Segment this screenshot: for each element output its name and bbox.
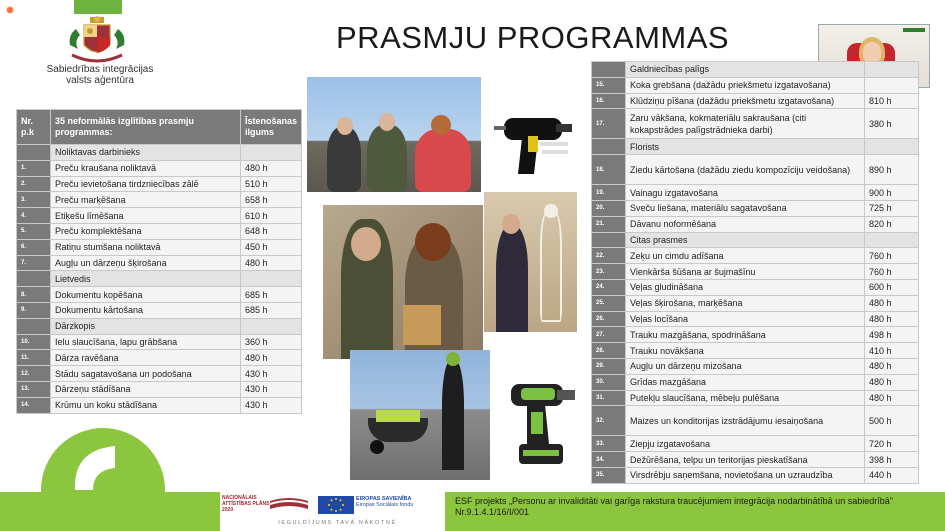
program-name: Ziedu kārtošana (dažādu ziedu kompozīciju veidošana) <box>626 155 865 185</box>
program-name: Ielu slaucīšana, lapu grābšana <box>51 334 241 350</box>
program-name: Virsdrēbju saņemšana, novietošana un uzraudzība <box>626 467 865 483</box>
program-name: Dokumentu kopēšana <box>51 287 241 303</box>
row-number: 5. <box>17 223 51 239</box>
agency-name-line1: Sabiedrības integrācijas <box>46 64 154 75</box>
photo-person <box>327 127 361 192</box>
row-number: 14. <box>17 397 51 413</box>
section-nr-cell <box>17 271 51 287</box>
photo-person <box>496 226 528 332</box>
left-table-header <box>17 110 302 145</box>
photo-wheel <box>370 440 384 454</box>
row-number: 22. <box>592 248 626 264</box>
program-name: Preču kraušana noliktavā <box>51 160 241 176</box>
photo-person-head <box>502 214 520 234</box>
section-row <box>17 318 302 334</box>
row-number: 9. <box>17 302 51 318</box>
program-name: Vainagu izgatavošana <box>626 185 865 201</box>
row-number: 7. <box>17 255 51 271</box>
esf-project-line1: ESF projekts „Personu ar invaliditāti vai garīga rakstura traucējumiem integrācija nodarbinātībā un sabiedrībā" <box>455 496 893 506</box>
program-name: Dārza ravēšana <box>51 350 241 366</box>
table-row <box>17 239 302 255</box>
photo-person-head <box>446 352 460 366</box>
row-number: 10. <box>17 334 51 350</box>
program-hours: 498 h <box>865 327 919 343</box>
program-name: Etiķešu līmēšana <box>51 208 241 224</box>
left-programs-table <box>16 109 302 414</box>
program-name: Preču ievietošana tirdzniecības zālē <box>51 176 241 192</box>
eu-logo-text <box>356 496 430 508</box>
photo-person <box>367 125 407 192</box>
section-title: Florists <box>626 139 865 155</box>
program-hours: 430 h <box>240 366 301 382</box>
program-hours: 360 h <box>240 334 301 350</box>
row-number: 33. <box>592 436 626 452</box>
section-hours-cell <box>240 271 301 287</box>
program-hours: 685 h <box>240 302 301 318</box>
program-hours: 480 h <box>865 374 919 390</box>
program-hours: 480 h <box>240 160 301 176</box>
program-hours: 430 h <box>240 397 301 413</box>
row-number: 1. <box>17 160 51 176</box>
program-hours: 890 h <box>865 155 919 185</box>
program-name: Krūmu un koku stādīšana <box>51 397 241 413</box>
program-name: Zaru vākšana, kokmateriālu sakraušana (citi kokapstrādes palīgstrādnieka darbi) <box>626 109 865 139</box>
row-number: 27. <box>592 327 626 343</box>
row-number: 3. <box>17 192 51 208</box>
glue-gun-image <box>494 96 578 186</box>
table-row <box>592 295 919 311</box>
program-name: Zeķu un cimdu adīšana <box>626 248 865 264</box>
logo-green-bar <box>74 0 122 14</box>
program-hours: 480 h <box>865 390 919 406</box>
table-row <box>17 350 302 366</box>
table-row <box>17 160 302 176</box>
row-number: 2. <box>17 176 51 192</box>
program-hours: 600 h <box>865 279 919 295</box>
program-name: Dāvanu noformēšana <box>626 216 865 232</box>
program-hours: 398 h <box>865 452 919 468</box>
table-row <box>592 248 919 264</box>
program-name: Augļu un dārzeņu mizošana <box>626 358 865 374</box>
row-number: 20. <box>592 200 626 216</box>
eu-text-line2: Eiropas Sociālais fonds <box>356 502 414 508</box>
section-nr-cell <box>592 62 626 78</box>
table-row <box>17 334 302 350</box>
program-name: Preču marķēšana <box>51 192 241 208</box>
program-hours: 648 h <box>240 223 301 239</box>
row-number: 15. <box>592 77 626 93</box>
row-number: 31. <box>592 390 626 406</box>
esf-project-line2: Nr.9.1.4.1/16/I/001 <box>455 507 530 517</box>
row-number: 11. <box>17 350 51 366</box>
row-number: 26. <box>592 311 626 327</box>
program-name: Ziepju izgatavošana <box>626 436 865 452</box>
footer-slogan: IEGULDĪJUMS TAVĀ NĀKOTNĒ <box>278 520 397 526</box>
program-name: Klūdziņu pīšana (dažādu priekšmetu izgatavošana) <box>626 93 865 109</box>
program-name: Dokumentu kārtošana <box>51 302 241 318</box>
section-title: Citas prasmes <box>626 232 865 248</box>
program-hours: 658 h <box>240 192 301 208</box>
right-programs-table <box>591 61 919 484</box>
row-number: 12. <box>17 366 51 382</box>
row-number: 6. <box>17 239 51 255</box>
col-program-header: 35 neformālās izglītības prasmju programmas: <box>51 110 241 145</box>
program-hours: 480 h <box>240 255 301 271</box>
program-hours: 760 h <box>865 248 919 264</box>
photo-person-head <box>379 113 395 131</box>
left-table-body <box>17 145 302 414</box>
section-nr-cell <box>17 145 51 161</box>
photo-person <box>442 360 464 470</box>
latvian-flag-icon <box>270 497 308 511</box>
row-number: 28. <box>592 343 626 359</box>
program-hours: 685 h <box>240 287 301 303</box>
row-number: 34. <box>592 452 626 468</box>
photo-person-head <box>431 115 451 135</box>
program-hours: 440 h <box>865 467 919 483</box>
photo-group-outdoors <box>307 77 481 192</box>
program-name: Veļas locīšana <box>626 311 865 327</box>
row-number: 23. <box>592 264 626 280</box>
program-hours: 480 h <box>865 311 919 327</box>
program-name: Putekļu slaucīšana, mēbeļu pulēšana <box>626 390 865 406</box>
coat-of-arms-icon <box>66 15 128 65</box>
photo-skeleton <box>540 212 562 322</box>
program-name: Veļas šķirošana, marķēšana <box>626 295 865 311</box>
program-hours: 480 h <box>240 350 301 366</box>
program-hours: 480 h <box>865 358 919 374</box>
agency-name <box>44 64 156 86</box>
table-row <box>17 255 302 271</box>
table-row <box>592 374 919 390</box>
table-row <box>592 467 919 483</box>
table-row <box>17 223 302 239</box>
program-name: Vienkārša šūšana ar šujmašīnu <box>626 264 865 280</box>
section-row <box>592 139 919 155</box>
program-name: Stādu sagatavošana un podošana <box>51 366 241 382</box>
table-row <box>592 185 919 201</box>
section-nr-cell <box>17 318 51 334</box>
program-name: Koka grebšana (dažādu priekšmetu izgatavošana) <box>626 77 865 93</box>
program-hours <box>865 77 919 93</box>
photo-garden-wheelbarrow <box>350 350 490 480</box>
right-table-body <box>592 62 919 484</box>
program-name: Trauku mazgāšana, spodrināšana <box>626 327 865 343</box>
table-row <box>17 176 302 192</box>
program-name: Maizes un konditorijas izstrādājumu iesaiņošana <box>626 406 865 436</box>
row-number: 17. <box>592 109 626 139</box>
agency-name-line2: valsts aģentūra <box>66 75 134 86</box>
table-row <box>17 192 302 208</box>
eu-text-line1: EIROPAS SAVIENĪBA <box>356 496 412 502</box>
program-hours: 760 h <box>865 264 919 280</box>
program-hours: 725 h <box>865 200 919 216</box>
photo-person-head <box>415 223 451 261</box>
program-hours: 610 h <box>240 208 301 224</box>
program-hours: 380 h <box>865 109 919 139</box>
row-number: 16. <box>592 93 626 109</box>
col-duration-header: Īstenošanas ilgums <box>240 110 301 145</box>
table-row <box>592 452 919 468</box>
table-row <box>17 397 302 413</box>
program-hours: 500 h <box>865 406 919 436</box>
program-hours: 510 h <box>240 176 301 192</box>
row-number: 21. <box>592 216 626 232</box>
table-row <box>592 311 919 327</box>
row-number: 13. <box>17 381 51 397</box>
program-hours: 720 h <box>865 436 919 452</box>
photo-birdhouse-craft <box>323 205 483 359</box>
photo-person <box>415 129 471 192</box>
col-nr-header: Nr. p.k <box>17 110 51 145</box>
section-hours-cell <box>240 318 301 334</box>
slide-title: PRASMJU PROGRAMMAS <box>336 20 730 55</box>
esf-project-info <box>455 496 925 518</box>
program-name: Dārzeņu stādīšana <box>51 381 241 397</box>
program-hours: 810 h <box>865 93 919 109</box>
row-number: 19. <box>592 185 626 201</box>
row-number: 25. <box>592 295 626 311</box>
program-name: Augļu un dārzeņu šķirošana <box>51 255 241 271</box>
table-row <box>17 302 302 318</box>
program-name: Trauku novākšana <box>626 343 865 359</box>
table-row <box>592 406 919 436</box>
program-name: Grīdas mazgāšana <box>626 374 865 390</box>
section-title: Dārzkopis <box>51 318 241 334</box>
section-title: Noliktavas darbinieks <box>51 145 241 161</box>
table-row <box>592 343 919 359</box>
table-row <box>592 109 919 139</box>
table-row <box>592 77 919 93</box>
row-number: 32. <box>592 406 626 436</box>
section-row <box>17 271 302 287</box>
table-row <box>592 264 919 280</box>
row-number: 8. <box>17 287 51 303</box>
section-title: Galdniecības palīgs <box>626 62 865 78</box>
table-row <box>592 279 919 295</box>
table-row <box>592 200 919 216</box>
photo-wheelbarrow-load <box>376 410 420 422</box>
photo-birdhouse <box>403 305 441 345</box>
section-row <box>592 62 919 78</box>
section-row <box>592 232 919 248</box>
program-name: Sveču liešana, materiālu sagatavošana <box>626 200 865 216</box>
section-row <box>17 145 302 161</box>
table-row <box>17 381 302 397</box>
photo-person-head <box>337 117 353 135</box>
section-hours-cell <box>865 62 919 78</box>
eu-flag-icon <box>318 496 354 514</box>
table-row <box>592 93 919 109</box>
photo-skeleton-skull <box>544 204 558 218</box>
table-row <box>592 216 919 232</box>
section-nr-cell <box>592 139 626 155</box>
program-hours: 410 h <box>865 343 919 359</box>
program-name: Preču komplektēšana <box>51 223 241 239</box>
section-title: Lietvedis <box>51 271 241 287</box>
section-hours-cell <box>865 232 919 248</box>
table-row <box>592 327 919 343</box>
program-hours: 430 h <box>240 381 301 397</box>
table-row <box>17 366 302 382</box>
row-number: 24. <box>592 279 626 295</box>
row-number: 18. <box>592 155 626 185</box>
program-name: Dežūrēšana, telpu un teritorijas pieskatīšana <box>626 452 865 468</box>
table-row <box>592 358 919 374</box>
program-hours: 480 h <box>865 295 919 311</box>
photo-skeleton-model <box>484 192 577 332</box>
section-hours-cell <box>240 145 301 161</box>
row-number: 29. <box>592 358 626 374</box>
table-row <box>17 208 302 224</box>
program-hours: 900 h <box>865 185 919 201</box>
row-number: 4. <box>17 208 51 224</box>
section-nr-cell <box>592 232 626 248</box>
program-hours: 820 h <box>865 216 919 232</box>
program-name: Ratiņu stumšana noliktavā <box>51 239 241 255</box>
row-number: 35. <box>592 467 626 483</box>
table-row <box>17 287 302 303</box>
row-number: 30. <box>592 374 626 390</box>
photo-person-head <box>351 227 381 261</box>
section-hours-cell <box>865 139 919 155</box>
program-hours: 450 h <box>240 239 301 255</box>
table-row <box>592 155 919 185</box>
table-row <box>592 390 919 406</box>
program-name: Veļas gludināšana <box>626 279 865 295</box>
video-status-bar <box>903 28 925 32</box>
nap-logo-text: NACIONĀLAIS ATTĪSTĪBAS PLĀNS 2020 <box>222 495 270 513</box>
table-row <box>592 436 919 452</box>
power-drill-image <box>505 370 579 470</box>
recording-indicator-icon <box>6 6 14 14</box>
